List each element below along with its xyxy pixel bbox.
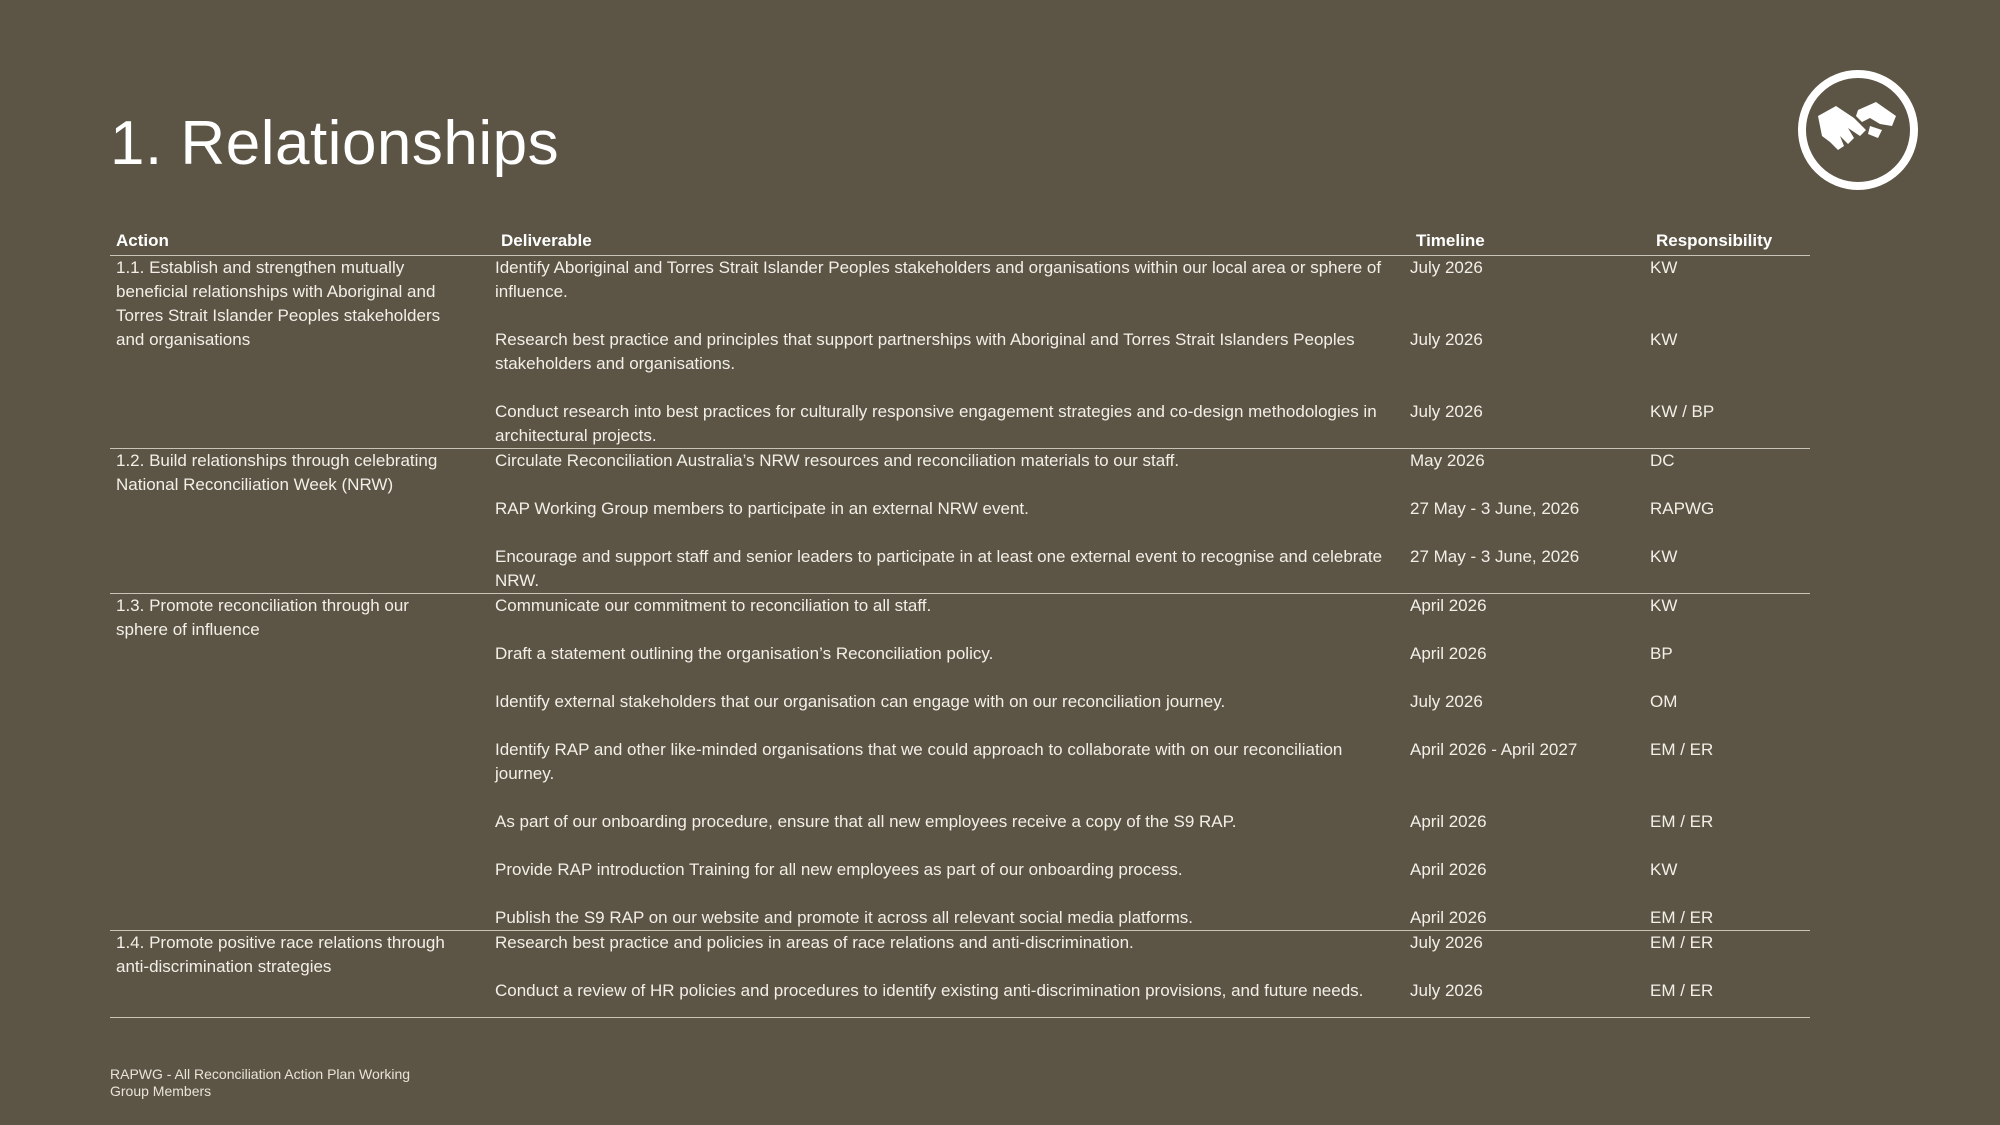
timeline-cell: July 2026 <box>1410 981 1483 1000</box>
action-group <box>110 256 1810 449</box>
table-row <box>495 858 1810 882</box>
timeline-cell: April 2026 <box>1410 908 1487 927</box>
deliverable-cell: Conduct a review of HR policies and procedures to identify existing anti-discrimination provisions, and future needs. <box>495 981 1364 1000</box>
action-cell: 1.1. Establish and strengthen mutually beneficial relationships with Aboriginal and Torres Strait Islander Peoples stakeholders and organisations <box>116 258 441 349</box>
timeline-cell: April 2026 <box>1410 596 1487 615</box>
responsibility-cell: KW <box>1650 860 1678 879</box>
deliverable-cell: Identify external stakeholders that our organisation can engage with on our reconciliation journey. <box>495 692 1226 711</box>
responsibility-cell: RAPWG <box>1650 499 1715 518</box>
timeline-cell: May 2026 <box>1410 451 1485 470</box>
action-group <box>110 594 1810 931</box>
deliverable-cell: Research best practice and policies in areas of race relations and anti-discrimination. <box>495 933 1134 952</box>
deliverable-cell: Circulate Reconciliation Australia’s NRW resources and reconciliation materials to our staff. <box>495 451 1180 470</box>
table-row <box>495 497 1810 521</box>
timeline-cell: April 2026 - April 2027 <box>1410 740 1578 759</box>
header-deliverable: Deliverable <box>501 231 592 250</box>
table-row <box>495 931 1810 955</box>
responsibility-cell: EM / ER <box>1650 933 1714 952</box>
action-cell: 1.2. Build relationships through celebrating National Reconciliation Week (NRW) <box>116 451 438 494</box>
responsibility-cell: EM / ER <box>1650 740 1714 759</box>
action-plan-table <box>110 228 1810 1018</box>
responsibility-cell: KW <box>1650 258 1678 277</box>
deliverable-cell: Identify Aboriginal and Torres Strait Islander Peoples stakeholders and organisations within our local area or sphere of influence. <box>495 258 1382 301</box>
header-action: Action <box>116 231 169 250</box>
deliverable-cell: Identify RAP and other like-minded organisations that we could approach to collaborate with on our reconciliation journey. <box>495 740 1343 783</box>
responsibility-cell: KW <box>1650 596 1678 615</box>
deliverable-cell: As part of our onboarding procedure, ensure that all new employees receive a copy of the S9 RAP. <box>495 812 1237 831</box>
timeline-cell: July 2026 <box>1410 933 1483 952</box>
deliverable-cell: Draft a statement outlining the organisation’s Reconciliation policy. <box>495 644 994 663</box>
timeline-cell: April 2026 <box>1410 644 1487 663</box>
footnote: RAPWG - All Reconciliation Action Plan Working Group Members <box>110 1066 411 1099</box>
action-cell: 1.4. Promote positive race relations through anti-discrimination strategies <box>116 933 445 976</box>
header-responsibility: Responsibility <box>1656 231 1773 250</box>
table-row <box>495 906 1810 930</box>
table-row <box>495 400 1810 448</box>
table-body <box>110 256 1810 1018</box>
table-row <box>495 810 1810 834</box>
table-row <box>495 594 1810 618</box>
timeline-cell: July 2026 <box>1410 402 1483 421</box>
responsibility-cell: BP <box>1650 644 1673 663</box>
deliverable-cell: Publish the S9 RAP on our website and promote it across all relevant social media platforms. <box>495 908 1193 927</box>
responsibility-cell: KW <box>1650 330 1678 349</box>
timeline-cell: July 2026 <box>1410 330 1483 349</box>
timeline-cell: 27 May - 3 June, 2026 <box>1410 547 1580 566</box>
deliverable-cell: Research best practice and principles that support partnerships with Aboriginal and Torres Strait Islanders Peoples stakeholders and organisations. <box>495 330 1355 373</box>
responsibility-cell: EM / ER <box>1650 908 1714 927</box>
deliverable-cell: Provide RAP introduction Training for all new employees as part of our onboarding process. <box>495 860 1183 879</box>
table-row <box>495 328 1810 376</box>
table-row <box>495 738 1810 786</box>
table-row <box>495 545 1810 593</box>
table-header <box>110 228 1810 256</box>
table-row <box>495 642 1810 666</box>
deliverable-cell: Communicate our commitment to reconciliation to all staff. <box>495 596 932 615</box>
deliverable-cell: Encourage and support staff and senior leaders to participate in at least one external event to recognise and celebrate NRW. <box>495 547 1383 590</box>
responsibility-cell: EM / ER <box>1650 812 1714 831</box>
header-timeline: Timeline <box>1416 231 1485 250</box>
page-title: 1. Relationships <box>110 109 560 178</box>
action-group <box>110 449 1810 594</box>
table-row <box>495 979 1810 1003</box>
table-row <box>495 449 1810 473</box>
responsibility-cell: OM <box>1650 692 1678 711</box>
responsibility-cell: KW / BP <box>1650 402 1715 421</box>
timeline-cell: July 2026 <box>1410 692 1483 711</box>
action-group <box>110 931 1810 1018</box>
deliverable-cell: RAP Working Group members to participate in an external NRW event. <box>495 499 1029 518</box>
table-row <box>495 690 1810 714</box>
action-cell: 1.3. Promote reconciliation through our sphere of influence <box>116 596 409 639</box>
responsibility-cell: DC <box>1650 451 1675 470</box>
timeline-cell: April 2026 <box>1410 812 1487 831</box>
timeline-cell: July 2026 <box>1410 258 1483 277</box>
responsibility-cell: KW <box>1650 547 1678 566</box>
timeline-cell: 27 May - 3 June, 2026 <box>1410 499 1580 518</box>
deliverable-cell: Conduct research into best practices for culturally responsive engagement strategies and co-design methodologies in architectural projects. <box>495 402 1377 445</box>
timeline-cell: April 2026 <box>1410 860 1487 879</box>
responsibility-cell: EM / ER <box>1650 981 1714 1000</box>
handshake-icon <box>1796 68 1920 192</box>
table-row <box>495 256 1810 304</box>
